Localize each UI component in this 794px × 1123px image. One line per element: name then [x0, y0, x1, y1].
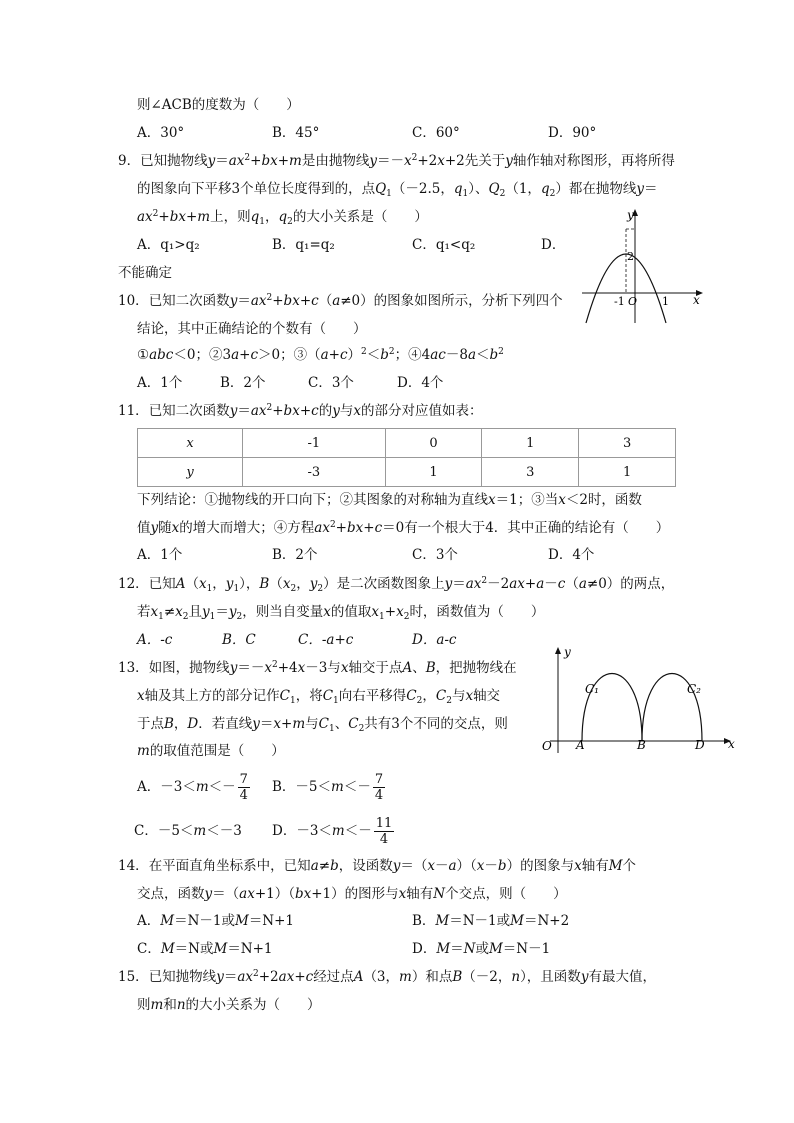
q15-number: 15． [118, 969, 149, 985]
q11-value-table [137, 428, 676, 487]
q12-option-a: A．-c [137, 632, 173, 648]
q11-option-c: C．3个 [412, 547, 458, 563]
table-cell: 1 [482, 429, 579, 458]
q12-option-b: B．C [222, 632, 256, 648]
q10-x-label: x [693, 293, 700, 307]
q11-option-b: B．2个 [272, 547, 318, 563]
q14-line-2: 交点，函数y＝（ax+1）（bx+1）的图形与x轴有N个交点，则（ ） [137, 886, 567, 902]
fraction: $\frac{11}{4}$ [375, 816, 393, 847]
q11-line-3: 值y随x的增大而增大；④方程$ax^2+bx+c=0$有一个根大于4．其中正确的结论有（ ） [137, 520, 670, 536]
q13-line-1: 13．如图，抛物线$y=-x^2+4x-3$与x轴交于点A、B，把抛物线在 [118, 660, 517, 676]
q13-point-b: B [637, 738, 646, 752]
q10-parabola-graph [572, 205, 707, 325]
q11-line-1: 11．已知二次函数$y=ax^2+bx+c$的y与x的部分对应值如表： [118, 403, 483, 419]
q10-tick-neg1: -1 [614, 295, 625, 308]
q15-line-1: 15．已知抛物线$y=ax^2+2ax+c$经过点A（3，m）和点B（－2，n），且函数y有最大值， [118, 969, 656, 985]
q14-option-d: D．M＝N或M＝N－1 [412, 941, 551, 957]
q11-y-header: y [138, 458, 243, 487]
q8-option-c: C．60° [412, 125, 460, 141]
q13-option-c: C．－5＜m＜－3 [134, 823, 242, 839]
q13-option-b: B．－5＜m＜－ $\frac{7}{4}$ [272, 772, 384, 803]
table-cell: -1 [243, 429, 386, 458]
q8-option-b: B．45° [272, 125, 320, 141]
q13-y-arrow [555, 647, 561, 654]
q10-line-1: 10．已知二次函数$y=ax^2+bx+c(a\ne 0)$的图象如图所示，分析下列四个 [118, 293, 563, 309]
table-cell: 1 [385, 458, 482, 487]
q11-line-2: 下列结论：①抛物线的开口向下；②其图象的对称轴为直线x＝1；③当x＜2时，函数 [137, 492, 642, 508]
q11-number: 11． [118, 403, 149, 419]
q14-option-b: B．M＝N－1或M＝N+2 [412, 913, 570, 929]
q9-option-d: D． [541, 237, 566, 253]
q11-x-header: x [138, 429, 243, 458]
q9-option-a: A．q₁>q₂ [137, 237, 200, 253]
q9-number: 9． [118, 153, 141, 169]
q13-option-d: D．－3＜m＜－ $\frac{11}{4}$ [272, 816, 393, 847]
q13-c1-label: C₁ [585, 682, 599, 696]
table-row [138, 429, 676, 458]
q14-number: 14． [118, 858, 149, 874]
q13-line-3: 于点B，D．若直线y＝x+m与$C_1$、$C_2$共有3个不同的交点，则 [137, 716, 508, 734]
q11-option-a: A．1个 [137, 547, 183, 563]
q12-line-1: 12．已知$A(x_1$，$y_1$），$B(x_2$，$y_2$）是二次函数图象上$y=ax^2-2ax+a-c(a\ne 0)$的两点， [118, 576, 675, 594]
q9-option-c: C．q₁<q₂ [412, 237, 476, 253]
table-cell: 3 [482, 458, 579, 487]
table-row [138, 458, 676, 487]
q14-option-c: C．M＝N或M＝N+1 [137, 941, 273, 957]
q9-line-3: $ax^2+bx+m$上，则$q_1$，$q_2$的大小关系是（ ） [137, 209, 428, 227]
q8-option-d: D．90° [548, 125, 597, 141]
q13-x-label: x [728, 737, 735, 751]
q13-line-4: m的取值范围是（ ） [137, 743, 285, 759]
q10-option-c: C．3个 [308, 375, 354, 391]
q13-line-2: x轴及其上方的部分记作$C_1$，将$C_1$向右平移得$C_2$，$C_2$与x轴交 [137, 688, 501, 706]
fraction: $\frac{7}{4}$ [239, 772, 248, 803]
q13-origin: O [542, 739, 552, 753]
q12-option-c: C．-a+c [298, 632, 354, 648]
table-cell: -3 [243, 458, 386, 487]
q8-stem-tail: 则∠ACB的度数为（ ） [137, 97, 300, 113]
q10-option-b: B．2个 [220, 375, 266, 391]
q10-conclusions: ①abc＜0；②3a+c＞0；$③(a+c)^2<b^2$；$④4ac-8a<b^2$ [137, 347, 504, 363]
q10-origin: O [628, 295, 638, 308]
q9-line-2: 的图象向下平移3个单位长度得到的，点$Q_1(-2.5$，$q_1$）、$Q_2(1$，$q_2$）都在抛物线y＝ [137, 181, 658, 199]
q13-option-a: A．－3＜m＜－ $\frac{7}{4}$ [137, 772, 248, 803]
q15-line-2: 则m和n的大小关系为（ ） [137, 997, 321, 1013]
q12-option-d: D．a-c [412, 632, 457, 648]
q10-y-label: y [627, 208, 634, 222]
q13-point-a: A [576, 738, 585, 752]
q12-line-2: 若$x_1\ne x_2$且$y_1=y_2$，则当自变量x的值取$x_1+x_2$时，函数值为（ ） [137, 604, 545, 622]
q9-option-d-text: 不能确定 [118, 265, 172, 281]
q8-option-a: A．30° [137, 125, 185, 141]
q10-number: 10． [118, 293, 149, 309]
q14-line-1: 14．在平面直角坐标系中，已知a≠b，设函数y＝（x－a）（x－b）的图象与x轴有M个 [118, 858, 637, 874]
q10-tick-1: 1 [662, 295, 669, 308]
q13-point-d: D [695, 738, 705, 752]
q13-two-arcs-graph [538, 643, 738, 755]
q11-option-d: D．4个 [548, 547, 595, 563]
q13-c2-label: C₂ [687, 682, 701, 696]
q12-number: 12． [118, 576, 149, 592]
table-cell: 3 [579, 429, 676, 458]
table-cell: 1 [579, 458, 676, 487]
q10-option-d: D．4个 [397, 375, 444, 391]
q9-option-b: B．q₁=q₂ [272, 237, 335, 253]
q10-line-2: 结论，其中正确结论的个数有（ ） [137, 321, 367, 337]
q14-option-a: A．M＝N－1或M＝N+1 [137, 913, 295, 929]
q13-number: 13． [118, 660, 149, 676]
q9-line-1: 9．已知抛物线$y=ax^2+bx+m$是由抛物线$y=-x^2+2x+2$先关于y轴作轴对称图形，再将所得 [118, 153, 675, 169]
q13-y-label: y [564, 645, 571, 659]
fraction: $\frac{7}{4}$ [374, 772, 384, 803]
q10-tick-2: 2 [627, 250, 634, 263]
table-cell: 0 [385, 429, 482, 458]
q10-option-a: A．1个 [137, 375, 183, 391]
